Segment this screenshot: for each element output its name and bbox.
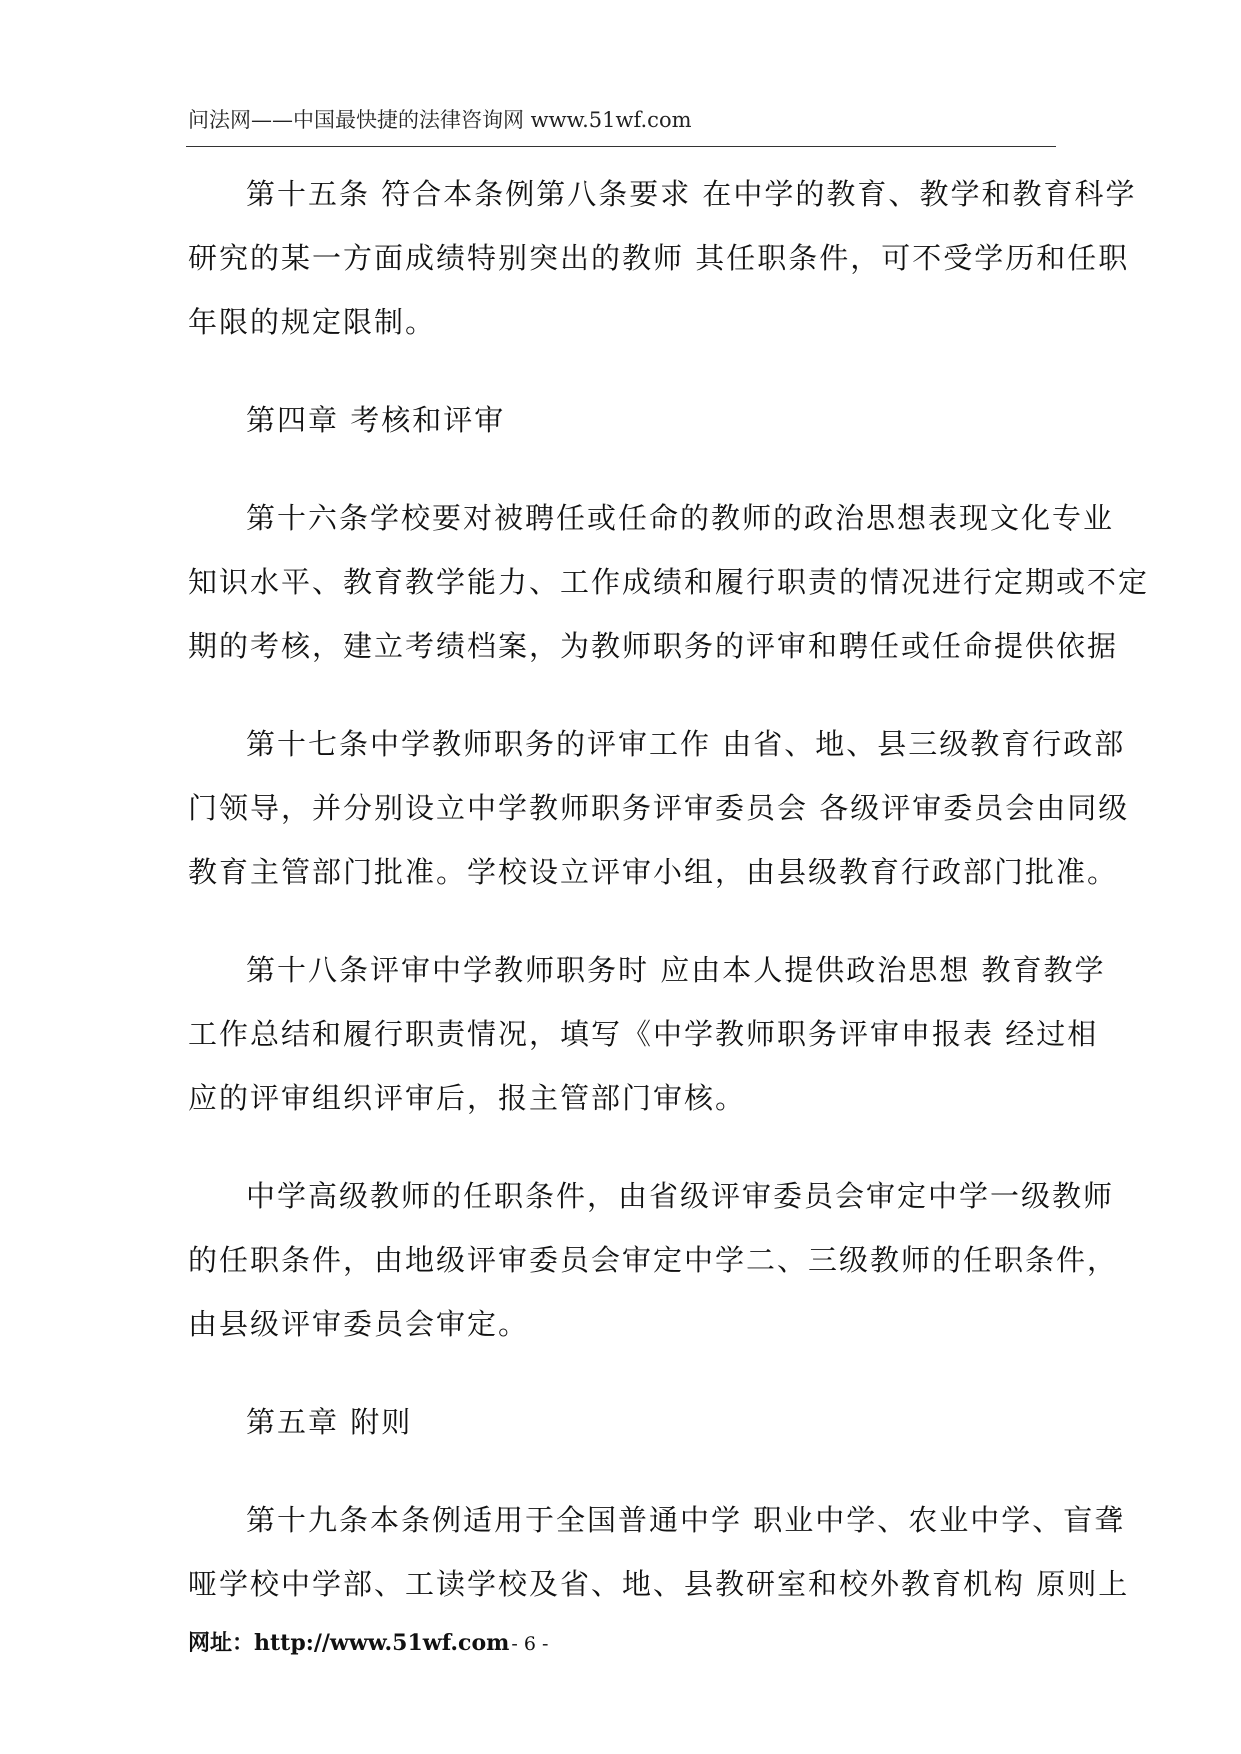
page-header: 问法网——中国最快捷的法律咨询网 www.51wf.com bbox=[188, 108, 692, 132]
article-paragraph bbox=[188, 1488, 1130, 1616]
paragraph-line: 年限的规定限制。 bbox=[188, 305, 437, 339]
header-rule bbox=[186, 146, 1056, 147]
paragraph-line: 第十五条 符合本条例第八条要求 在中学的教育、教学和教育科学 bbox=[246, 177, 1137, 211]
page-footer bbox=[188, 1626, 548, 1657]
paragraph-line: 知识水平、教育教学能力、工作成绩和履行职责的情况进行定期或不定 bbox=[188, 565, 1150, 599]
document-body bbox=[188, 162, 1150, 1650]
article-paragraph bbox=[188, 938, 1106, 1130]
paragraph-line: 第十七条中学教师职务的评审工作 由省、地、县三级教育行政部 bbox=[246, 727, 1126, 761]
article-paragraph bbox=[188, 712, 1130, 904]
paragraph-line: 第十八条评审中学教师职务时 应由本人提供政治思想 教育教学 bbox=[246, 953, 1106, 987]
paragraph-line: 研究的某一方面成绩特别突出的教师 其任职条件，可不受学历和任职 bbox=[188, 241, 1130, 275]
paragraph-line: 门领导，并分别设立中学教师职务评审委员会 各级评审委员会由同级 bbox=[188, 791, 1130, 825]
article-paragraph bbox=[188, 162, 1137, 354]
paragraph-line: 由县级评审委员会审定。 bbox=[188, 1307, 530, 1341]
paragraph-line: 期的考核，建立考绩档案，为教师职务的评审和聘任或任命提供依据 bbox=[188, 629, 1119, 663]
footer-url: 网址：http://www.51wf.com bbox=[188, 1630, 510, 1656]
heading-text: 第四章 考核和评审 bbox=[246, 403, 506, 437]
chapter-heading bbox=[246, 388, 1068, 452]
paragraph-line: 教育主管部门批准。学校设立评审小组，由县级教育行政部门批准。 bbox=[188, 855, 1119, 889]
article-paragraph bbox=[188, 486, 1150, 678]
paragraph-line: 应的评审组织评审后，报主管部门审核。 bbox=[188, 1081, 747, 1115]
paragraph-line: 第十六条学校要对被聘任或任命的教师的政治思想表现文化专业 bbox=[246, 501, 1115, 535]
chapter-heading bbox=[246, 1390, 1068, 1454]
paragraph-line: 第十九条本条例适用于全国普通中学 职业中学、农业中学、盲聋 bbox=[246, 1503, 1126, 1537]
page-number: - 6 - bbox=[511, 1633, 549, 1655]
heading-text: 第五章 附则 bbox=[246, 1405, 413, 1439]
paragraph-line: 哑学校中学部、工读学校及省、地、县教研室和校外教育机构 原则上 bbox=[188, 1567, 1130, 1601]
paragraph-line: 工作总结和履行职责情况，填写《中学教师职务评审申报表 经过相 bbox=[188, 1017, 1099, 1051]
paragraph-line: 中学高级教师的任职条件，由省级评审委员会审定中学一级教师 bbox=[246, 1179, 1115, 1213]
paragraph-line: 的任职条件，由地级评审委员会审定中学二、三级教师的任职条件， bbox=[188, 1243, 1119, 1277]
article-paragraph bbox=[188, 1164, 1119, 1356]
